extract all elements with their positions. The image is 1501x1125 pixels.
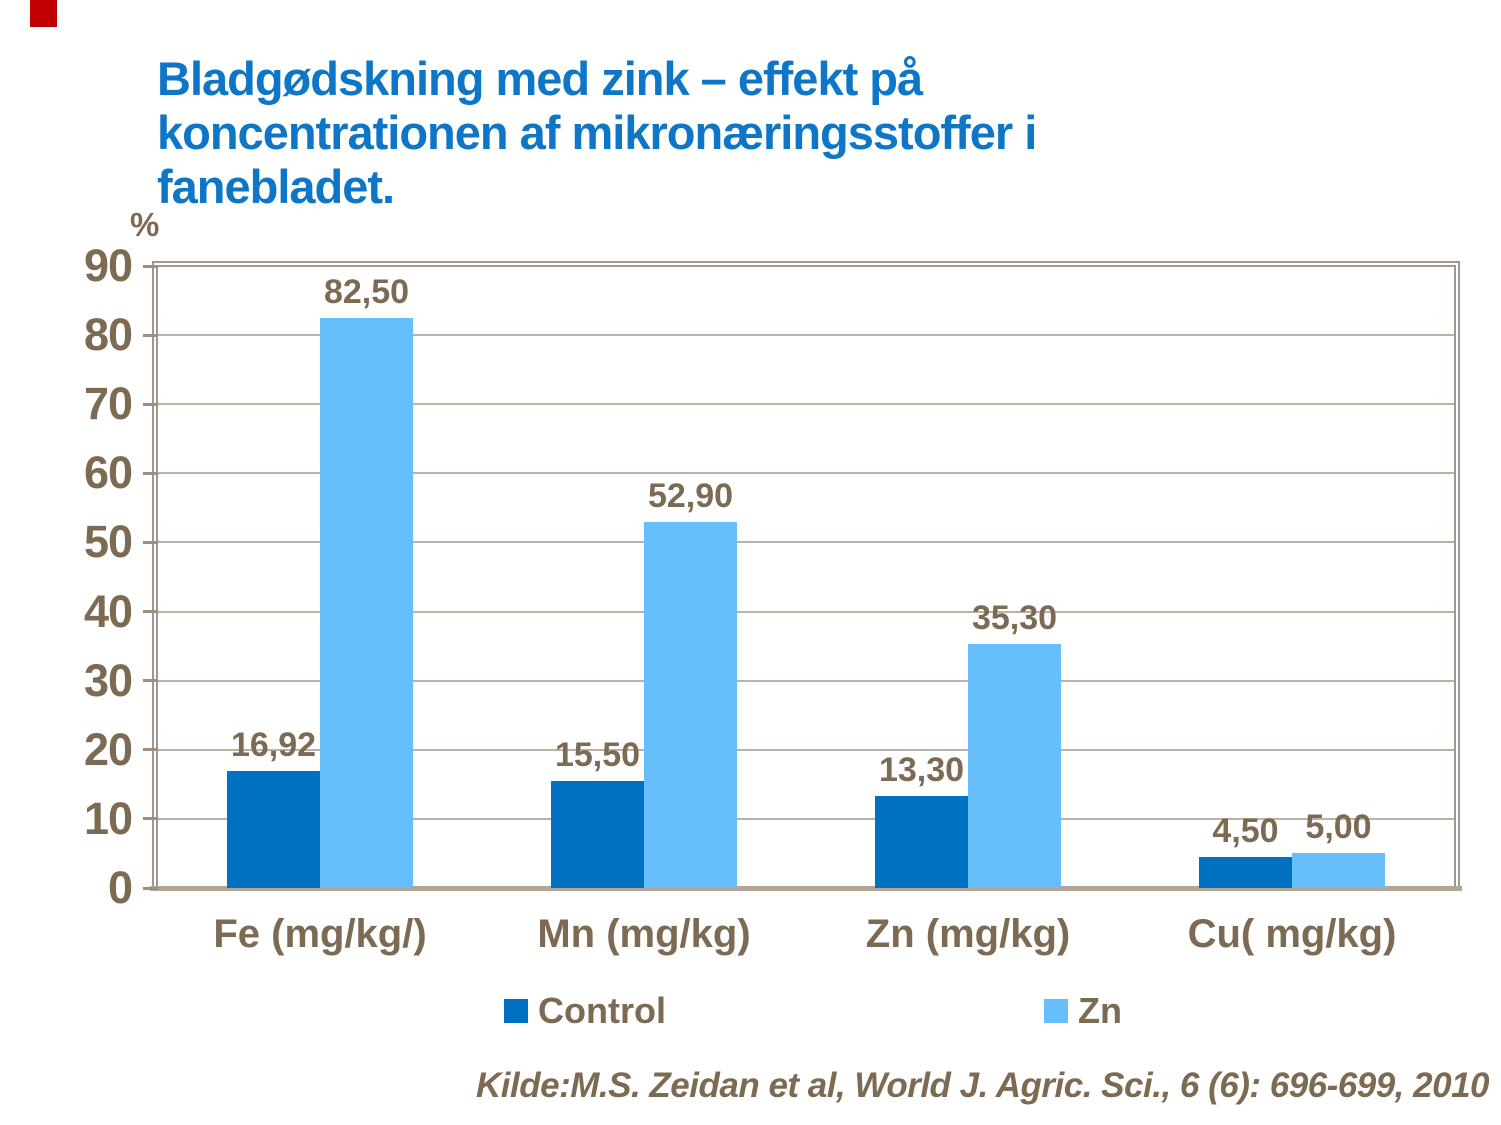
bar-value-label-control-0: 16,92 xyxy=(230,726,317,765)
bar-zn-0 xyxy=(320,318,413,888)
y-tick-label-70: 70 xyxy=(83,378,132,430)
bar-control-2 xyxy=(875,796,968,888)
x-category-label-0: Fe (mg/kg/) xyxy=(213,912,427,956)
x-category-label-3: Cu( mg/kg) xyxy=(1187,912,1397,956)
y-tick-30 xyxy=(143,679,158,682)
y-tick-0 xyxy=(143,887,158,890)
bar-value-label-zn-0: 82,50 xyxy=(323,272,410,311)
source-citation: Kilde:M.S. Zeidan et al, World J. Agric. Sci., 6 (6): 696-699, 2010 xyxy=(476,1066,1489,1105)
y-tick-label-50: 50 xyxy=(83,516,132,568)
plot-area xyxy=(158,266,1454,888)
bar-value-label-control-2: 13,30 xyxy=(878,751,965,790)
bar-control-3 xyxy=(1199,857,1292,888)
bar-value-label-control-3: 4,50 xyxy=(1212,811,1279,850)
legend-item-control xyxy=(504,990,666,1031)
bar-value-label-zn-1: 52,90 xyxy=(647,477,734,516)
y-tick-label-30: 30 xyxy=(83,654,132,706)
chart-title-line-3: fanebladet. xyxy=(157,160,395,213)
y-tick-70 xyxy=(143,403,158,406)
bar-control-0 xyxy=(227,771,320,888)
legend-label-zn: Zn xyxy=(1078,990,1122,1031)
y-tick-label-20: 20 xyxy=(83,723,132,775)
red-corner-mark xyxy=(30,0,57,27)
x-category-label-1: Mn (mg/kg) xyxy=(537,912,751,956)
x-category-label-2: Zn (mg/kg) xyxy=(865,912,1071,956)
bar-value-label-zn-2: 35,30 xyxy=(971,599,1058,638)
y-tick-label-10: 10 xyxy=(83,792,132,844)
legend-swatch-control xyxy=(504,999,528,1023)
y-tick-20 xyxy=(143,748,158,751)
legend-label-control: Control xyxy=(538,990,666,1031)
y-tick-10 xyxy=(143,817,158,820)
bar-control-1 xyxy=(551,781,644,888)
chart-title-line-2: koncentrationen af mikronæringsstoffer i xyxy=(157,106,1037,159)
y-tick-label-60: 60 xyxy=(83,447,132,499)
y-tick-label-80: 80 xyxy=(83,309,132,361)
y-tick-label-90: 90 xyxy=(83,240,132,291)
y-axis-unit-label: % xyxy=(130,206,160,243)
bar-zn-2 xyxy=(968,644,1061,888)
bar-zn-3 xyxy=(1292,853,1385,888)
y-tick-50 xyxy=(143,541,158,544)
bar-value-label-zn-3: 5,00 xyxy=(1305,808,1372,847)
bar-value-label-control-1: 15,50 xyxy=(554,735,641,774)
bar-zn-1 xyxy=(644,522,737,888)
y-tick-60 xyxy=(143,472,158,475)
legend-swatch-zn xyxy=(1044,999,1068,1023)
y-tick-label-40: 40 xyxy=(83,585,132,637)
chart-title xyxy=(157,52,1237,214)
y-tick-90 xyxy=(143,265,158,268)
chart-title-line-1: Bladgødskning med zink – effekt på xyxy=(157,52,923,105)
legend-item-zn xyxy=(1044,990,1122,1031)
y-tick-label-0: 0 xyxy=(107,862,132,913)
y-tick-80 xyxy=(143,334,158,337)
y-tick-40 xyxy=(143,610,158,613)
